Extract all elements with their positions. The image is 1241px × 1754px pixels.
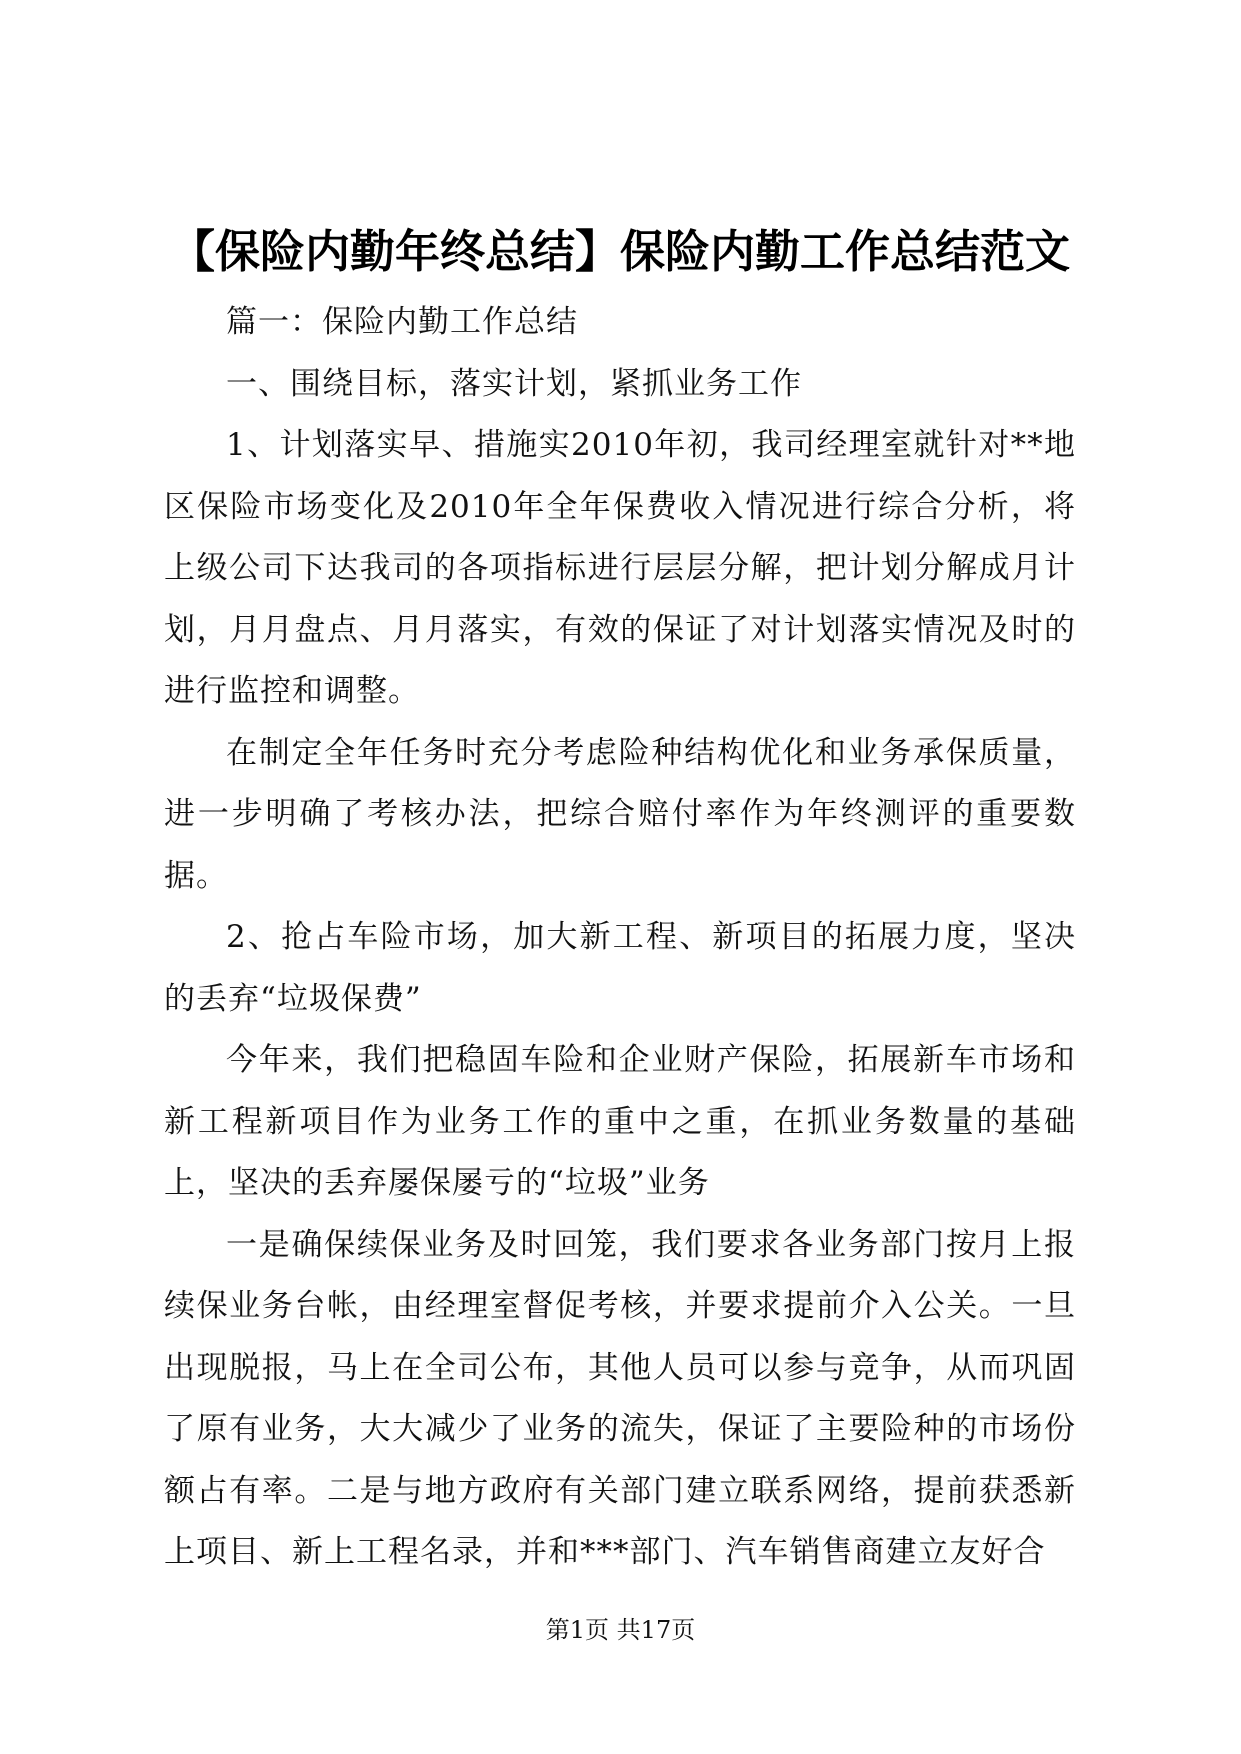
body-paragraph: 2、抢占车险市场，加大新工程、新项目的拓展力度，坚决的丢弃“垃圾保费” (164, 919, 1076, 1017)
document-title: 【保险内勤年终总结】保险内勤工作总结范文 (169, 225, 1070, 278)
document-body (164, 292, 1076, 1584)
body-paragraph: 在制定全年任务时充分考虑险种结构优化和业务承保质量，进一步明确了考核办法，把综合赔付率作为年终测评的重要数据。 (164, 734, 1076, 894)
section-heading: 篇一：保险内勤工作总结 (226, 304, 578, 340)
body-paragraph: 一是确保续保业务及时回笼，我们要求各业务部门按月上报续保业务台帐，由经理室督促考核，并要求提前介入公关。一旦出现脱报，马上在全司公布，其他人员可以参与竞争，从而巩固了原有业务，大大减少了业务的流失，保证了主要险种的市场份额占有率。二是与地方政府有关部门建立联系网络，提前获悉新上项目、新上工程名录，并和***部门、汽车销售商建立友好合 (164, 1226, 1076, 1570)
body-paragraph: 1、计划落实早、措施实2010年初，我司经理室就针对**地区保险市场变化及2010年全年保费收入情况进行综合分析，将上级公司下达我司的各项指标进行层层分解，把计划分解成月计划，月月盘点、月月落实，有效的保证了对计划落实情况及时的进行监控和调整。 (164, 427, 1076, 709)
body-paragraph: 今年来，我们把稳固车险和企业财产保险，拓展新车市场和新工程新项目作为业务工作的重中之重，在抓业务数量的基础上，坚决的丢弃屡保屡亏的“垃圾”业务 (164, 1042, 1076, 1201)
subsection-heading: 一、围绕目标，落实计划，紧抓业务工作 (226, 365, 802, 402)
page-footer: 第1页 共17页 (545, 1616, 696, 1644)
